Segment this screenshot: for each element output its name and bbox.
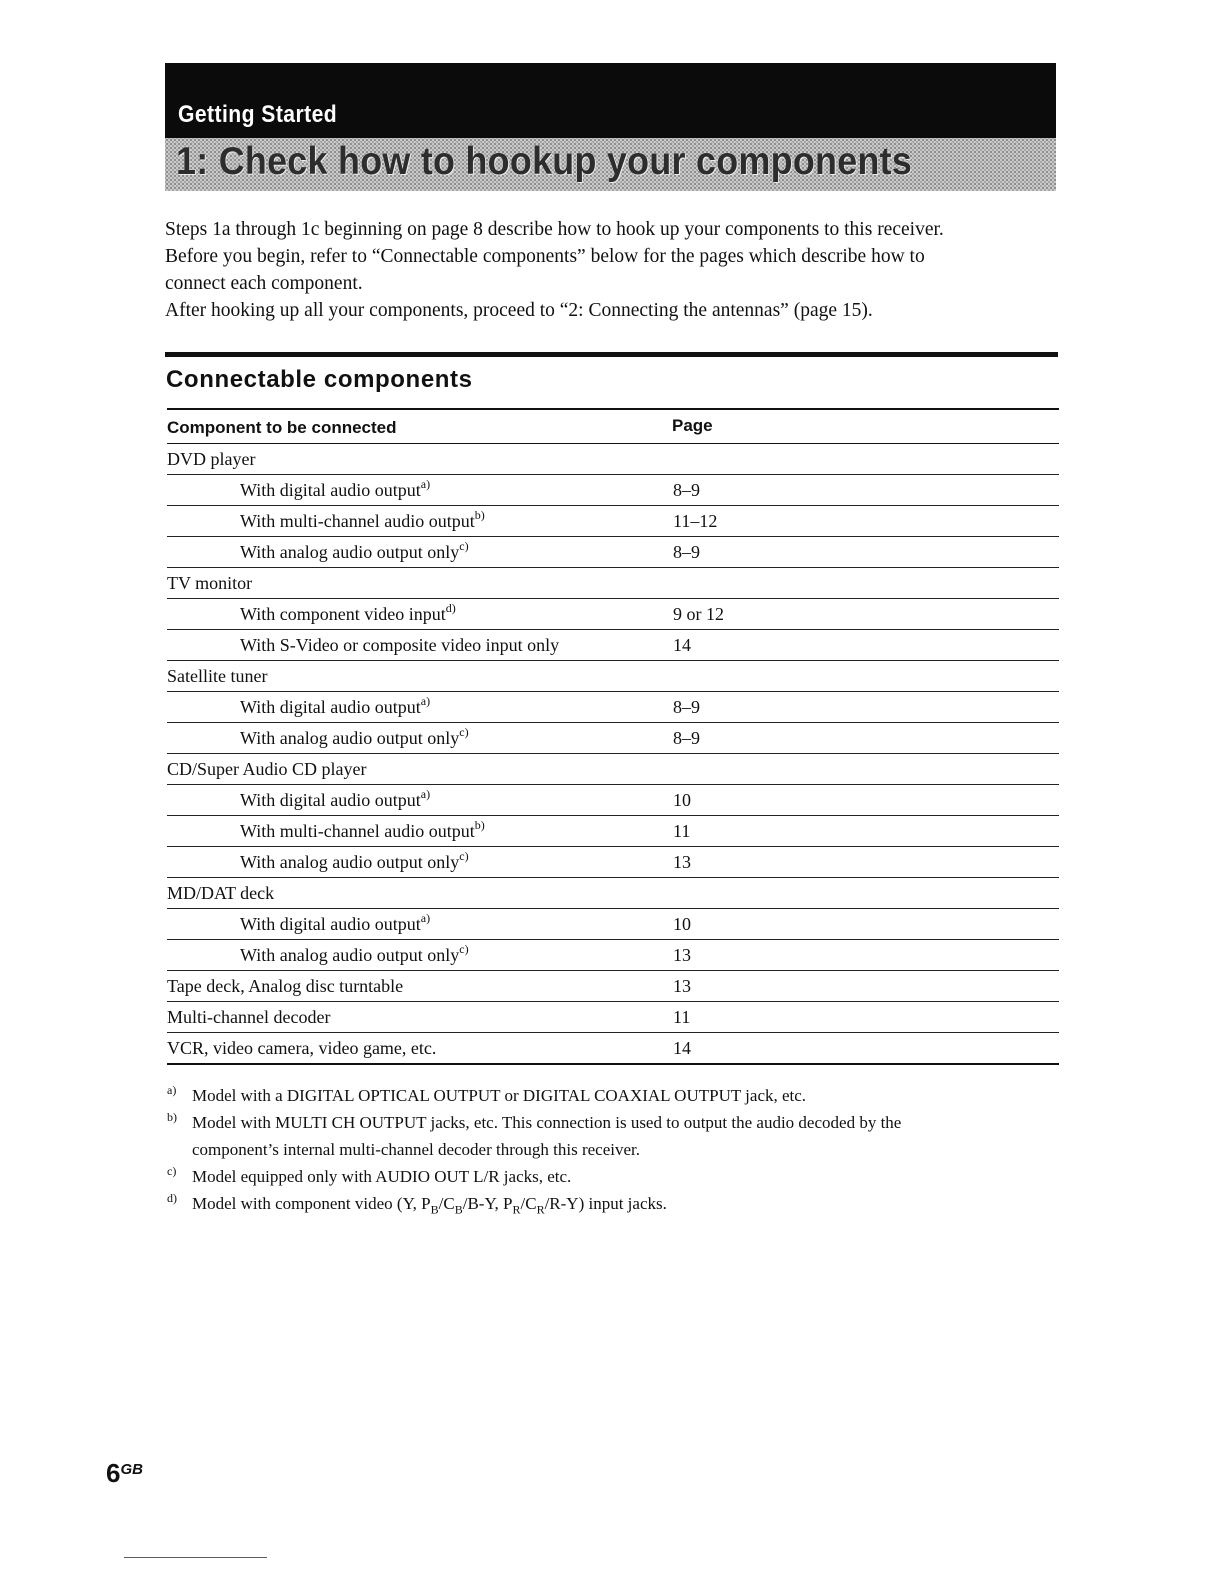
table-row bbox=[167, 630, 1059, 661]
table-row bbox=[167, 878, 1059, 909]
footnote-c bbox=[167, 1163, 1047, 1190]
row-page: 8–9 bbox=[673, 728, 700, 748]
footnote-ref: c) bbox=[459, 942, 469, 956]
row-label: With multi-channel audio output$^{b)}$ bbox=[240, 818, 485, 841]
row-page: 13 bbox=[673, 852, 691, 872]
page-number-suffix: GB bbox=[120, 1461, 143, 1478]
table-row bbox=[167, 909, 1059, 940]
intro-line: Steps 1a through 1c beginning on page 8 describe how to hook up your components to this receiver. bbox=[165, 219, 944, 240]
footnote-mark: c) bbox=[167, 1164, 177, 1178]
footnote-text: Model with a DIGITAL OPTICAL OUTPUT or DIGITAL COAXIAL OUTPUT jack, etc. bbox=[192, 1086, 807, 1105]
footnote-a bbox=[167, 1082, 1047, 1109]
table-row bbox=[167, 692, 1059, 723]
page-number-value: 6 bbox=[106, 1458, 121, 1488]
footnote-text: Model with MULTI CH OUTPUT jacks, etc. This connection is used to output the audio decoded by the bbox=[192, 1113, 902, 1132]
table-row bbox=[167, 1002, 1059, 1033]
footnote-b bbox=[167, 1109, 1047, 1163]
row-label: With digital audio output$^{a)}$ bbox=[240, 787, 431, 810]
footnote-text: component’s internal multi-channel decoder through this receiver. bbox=[192, 1140, 640, 1159]
row-label: With S-Video or composite video input only bbox=[240, 635, 560, 655]
page-title: 1: Check how to hookup your components bbox=[176, 140, 913, 183]
row-label: With analog audio output only$^{c)}$ bbox=[240, 942, 469, 965]
row-label: With analog audio output only$^{c)}$ bbox=[240, 849, 469, 872]
table-row bbox=[167, 661, 1059, 692]
footnote-ref: a) bbox=[420, 787, 431, 801]
footnote-ref: a) bbox=[420, 694, 431, 708]
footnote-mark: a) bbox=[167, 1083, 177, 1097]
row-page: 11–12 bbox=[673, 511, 718, 531]
table-row bbox=[167, 506, 1059, 537]
footnote-ref: d) bbox=[445, 601, 456, 615]
table-header bbox=[167, 410, 1059, 444]
table-row bbox=[167, 940, 1059, 971]
section-heading: Connectable components bbox=[166, 366, 473, 393]
row-label: With analog audio output only$^{c)}$ bbox=[240, 725, 469, 748]
bottom-rule bbox=[124, 1557, 267, 1558]
table-row bbox=[167, 1033, 1059, 1065]
row-label: With digital audio output$^{a)}$ bbox=[240, 694, 431, 717]
intro-line: connect each component. bbox=[165, 273, 363, 294]
footnotes bbox=[167, 1082, 1047, 1217]
row-label: With component video input$^{d)}$ bbox=[240, 601, 456, 624]
page-number bbox=[106, 1458, 143, 1489]
row-label: With multi-channel audio output$^{b)}$ bbox=[240, 508, 485, 531]
footnote-text: Model equipped only with AUDIO OUT L/R jacks, etc. bbox=[192, 1167, 572, 1186]
row-page: 13 bbox=[673, 976, 691, 996]
footnote-ref: c) bbox=[459, 725, 469, 739]
intro-line: After hooking up all your components, proceed to “2: Connecting the antennas” (page 15). bbox=[165, 300, 873, 321]
footnote-ref: b) bbox=[474, 818, 485, 832]
table-row bbox=[167, 816, 1059, 847]
row-page: 8–9 bbox=[673, 480, 700, 500]
table-row bbox=[167, 754, 1059, 785]
footnote-ref: c) bbox=[459, 849, 469, 863]
footnote-mark: d) bbox=[167, 1191, 177, 1205]
row-label: With digital audio output$^{a)}$ bbox=[240, 477, 431, 500]
row-label: With digital audio output$^{a)}$ bbox=[240, 911, 431, 934]
row-page: 8–9 bbox=[673, 542, 700, 562]
table-row bbox=[167, 847, 1059, 878]
row-label: With analog audio output only$^{c)}$ bbox=[240, 539, 469, 562]
column-header-page: Page bbox=[672, 416, 713, 435]
row-label: Satellite tuner bbox=[167, 666, 268, 686]
footnote-d bbox=[167, 1190, 1047, 1217]
row-label: CD/Super Audio CD player bbox=[167, 759, 367, 779]
table-row bbox=[167, 971, 1059, 1002]
footnote-ref: a) bbox=[420, 477, 431, 491]
row-page: 11 bbox=[673, 1007, 691, 1027]
row-page: 10 bbox=[673, 790, 691, 810]
footnote-ref: a) bbox=[420, 911, 431, 925]
table-row bbox=[167, 568, 1059, 599]
column-header-component: Component to be connected bbox=[167, 418, 397, 437]
table-row bbox=[167, 723, 1059, 754]
intro-text bbox=[165, 216, 1065, 324]
row-page: 10 bbox=[673, 914, 691, 934]
row-label: DVD player bbox=[167, 449, 256, 469]
table-row bbox=[167, 444, 1059, 475]
row-label: MD/DAT deck bbox=[167, 883, 275, 903]
row-page: 11 bbox=[673, 821, 691, 841]
row-page: 14 bbox=[673, 1038, 691, 1058]
row-page: 8–9 bbox=[673, 697, 700, 717]
row-page: 14 bbox=[673, 635, 691, 655]
row-label: VCR, video camera, video game, etc. bbox=[167, 1038, 437, 1058]
row-label: TV monitor bbox=[167, 573, 253, 593]
table-row bbox=[167, 475, 1059, 506]
table-row bbox=[167, 785, 1059, 816]
row-label: Multi-channel decoder bbox=[167, 1007, 331, 1027]
section-rule bbox=[165, 352, 1058, 357]
footnote-mark: b) bbox=[167, 1110, 177, 1124]
row-page: 13 bbox=[673, 945, 691, 965]
footnote-text: Model with component video (Y, $P_B/C_B/B-Y$, $P_R/C_R/R-Y$) input jacks. bbox=[192, 1194, 667, 1217]
footnote-ref: b) bbox=[474, 508, 485, 522]
intro-line: Before you begin, refer to “Connectable components” below for the pages which describe how to bbox=[165, 246, 925, 267]
footnote-ref: c) bbox=[459, 539, 469, 553]
row-page: 9 or 12 bbox=[673, 604, 724, 624]
components-table bbox=[167, 408, 1059, 1065]
section-label: Getting Started bbox=[178, 101, 338, 128]
table-row bbox=[167, 599, 1059, 630]
table-row bbox=[167, 537, 1059, 568]
row-label: Tape deck, Analog disc turntable bbox=[167, 976, 404, 996]
